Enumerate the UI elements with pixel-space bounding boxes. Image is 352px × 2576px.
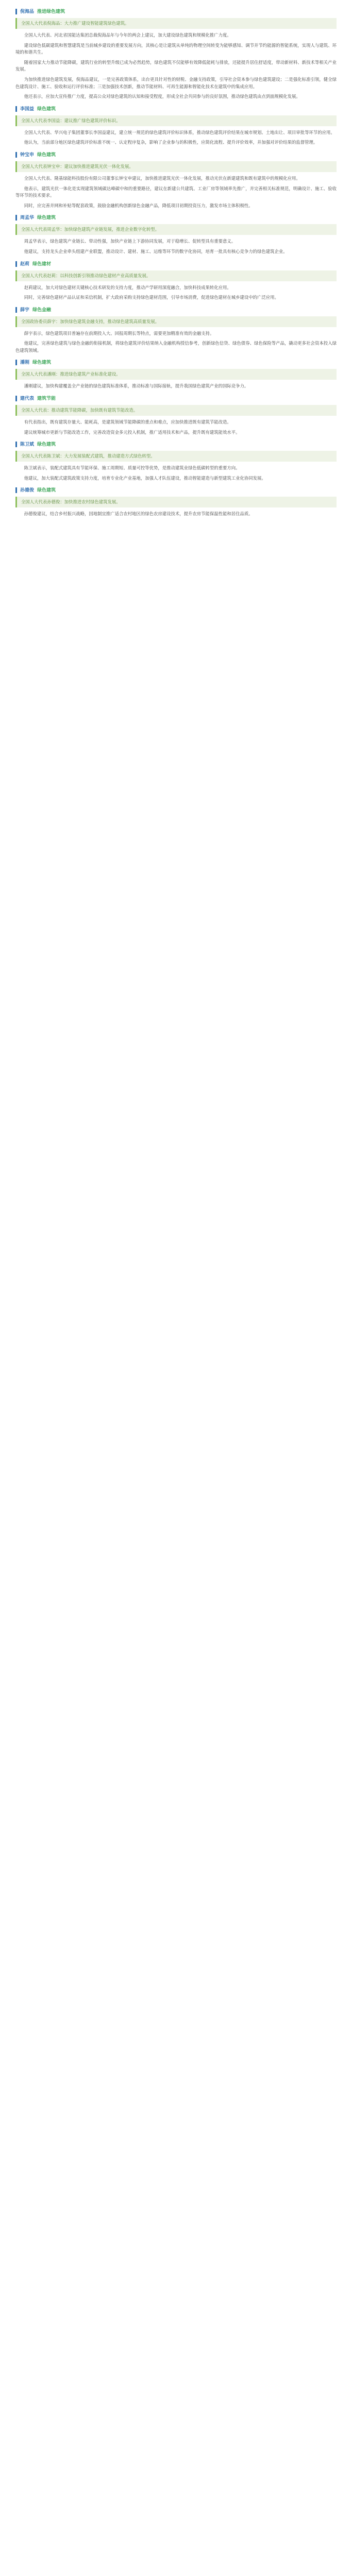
paragraph: 薛宇表示，绿色建筑项目普遍存在前期投入大、回报周期长等特点，需要更加精准有效的金融支持。 [24,330,214,336]
section-accent-bar [15,152,17,158]
paragraph: 同时，完善绿色建材产品认证和采信机制，扩大政府采购支持绿色建材范围，引导市场消费，促进绿色建材在城乡建设中的广泛应用。 [24,295,279,300]
section-accent-bar [15,307,17,313]
paragraph: 他建议，支持龙头企业牵头组建产业联盟，推动设计、建材、施工、运维等环节的数字化协同，培育一批具有核心竞争力的绿色建筑企业。 [24,248,288,254]
paragraph: 陈卫斌表示，装配式建筑具有节能环保、施工周期短、质量可控等优势，是推动建筑业绿色低碳转型的重要方向。 [24,465,240,471]
section-topic: 绿色建筑 [37,151,56,157]
paragraph: 建设绿色低碳建筑和智慧建筑是当前城乡建设的重要发展方向，其核心是让建筑从单纯的物理空间转变为能够感知、调节并节约能源的智能系统，实现人与建筑、环境的和谐共生。 [15,42,337,55]
section-10 [15,487,337,518]
section-1 [15,8,337,100]
section-quote: 全国人大代表李国益：建议推广绿色建筑评价标识。 [15,115,337,126]
paragraph: 他建议，完善绿色建筑与绿色金融的衔接机制，将绿色建筑评价结果纳入金融机构授信参考，创新绿色信贷、绿色债券、绿色保险等产品，撬动更多社会资本投入绿色建筑领域。 [15,341,337,353]
paragraph: 他认为，当前部分地区绿色建筑评价标准不统一、认定程序复杂，影响了企业参与的积极性，应简化流程、提升评价效率，并加强对评价结果的监督管理。 [24,140,318,145]
section-6 [15,307,337,354]
article-sections [15,8,337,518]
section-accent-bar [15,215,17,221]
paragraph: 他还表示，应加大宣传推广力度，提高公众对绿色建筑的认知和接受程度，形成全社会共同参与的良好氛围，推动绿色建筑由点到面规模化发展。 [24,94,300,99]
paragraph: 孙德俊建议，结合乡村振兴战略，因地制宜推广适合农村地区的绿色农房建设技术，提升农房节能保温性能和居住品质。 [24,511,253,517]
author-name: 孙德俊 [20,487,35,493]
paragraph: 周孟华表示，绿色建筑产业链长、带动性强，加快产业链上下游协同发展，对于稳增长、促转型具有重要意义。 [24,239,236,244]
author-name: 薛宇 [20,307,30,312]
section-accent-bar [15,396,17,401]
section-header [15,487,337,494]
paragraph: 同时，应完善并网和补贴等配套政策，鼓励金融机构创新绿色金融产品，降低项目初期投资压力，激发市场主体积极性。 [24,202,253,208]
author-name: 建代表 [20,396,35,401]
section-topic: 建筑节能 [37,396,56,401]
author-name: 钟宝申 [20,151,35,157]
section-quote: 全国政协委员薛宇：加快绿色建筑金融支持，推动绿色建筑高质量发展。 [15,316,337,327]
section-accent-bar [15,106,17,112]
section-9 [15,441,337,482]
section-header [15,214,337,221]
section-quote: 全国人大代表倪海品：大力推广建设智能建筑绿色建筑。 [15,18,337,29]
author-name: 潘刚 [20,360,30,365]
author-name: 周孟华 [20,215,35,221]
section-8 [15,395,337,436]
paragraph: 他表示，建筑光伏一体化是实现建筑领域碳达峰碳中和的重要路径，建议在新建公共建筑、工业厂房等领域率先推广，并完善相关标准规范，明确设计、施工、验收等环节的技术要求。 [15,185,337,198]
author-name: 李国益 [20,106,35,111]
section-quote: 全国人大代表赵莉：以科技创新引领推动绿色建材产业高质量发展。 [15,270,337,281]
section-quote: 全国人大代表潘刚：推进绿色建筑产业标准化建设。 [15,369,337,380]
section-topic: 绿色建筑 [32,360,52,365]
section-header [15,106,337,112]
section-header [15,8,337,15]
section-7 [15,359,337,390]
section-3 [15,151,337,209]
section-header [15,395,337,402]
paragraph: 潘刚建议，加快构建覆盖全产业链的绿色建筑标准体系，推动标准与国际接轨，提升我国绿色建筑产业的国际竞争力。 [24,383,249,389]
section-4 [15,214,337,255]
section-2 [15,106,337,146]
section-topic: 推进绿色建筑 [37,9,65,14]
author-name: 倪海品 [20,9,35,14]
section-quote: 全国人大代表周孟华：加快绿色建筑产业链发展，推进企业数字化转型。 [15,224,337,235]
paragraph: 有代表指出，既有建筑存量大、能耗高，是建筑领域节能降碳的重点和难点，应加快推进既有建筑节能改造。 [24,419,231,425]
section-topic: 绿色建筑 [37,106,56,111]
section-accent-bar [15,442,17,447]
author-name: 陈卫斌 [20,442,35,447]
paragraph: 全国人大代表、隆基绿能科技股份有限公司董事长钟宝申建议，加快推进建筑光伏一体化发展，推动光伏在新建建筑和既有建筑中的规模化应用。 [24,175,300,181]
paragraph: 赵莉建议，加大对绿色建材关键核心技术研发的支持力度，推动产学研用深度融合，加快科技成果转化应用。 [24,284,231,290]
paragraph: 为加快推进绿色建筑发展，倪海品建议，一是完善政策体系，出台更具针对性的财税、金融支持政策，引导社会资本参与绿色建筑建设；二是强化标准引领，健全绿色建筑设计、施工、验收和运行评价标准；三是加强技术创新，推动节能材料、可再生能源和智能化技术在建筑中的集成应用。 [15,76,337,89]
section-accent-bar [15,9,17,14]
section-header [15,261,337,267]
section-topic: 绿色建筑 [37,487,56,493]
section-accent-bar [15,360,17,365]
section-topic: 绿色建筑 [37,442,56,447]
section-accent-bar [15,487,17,493]
section-topic: 绿色建材 [32,261,52,266]
section-accent-bar [15,261,17,267]
section-topic: 绿色建筑 [37,215,56,221]
section-topic: 绿色金融 [32,307,52,312]
section-header [15,307,337,313]
section-quote: 全国人大代表陈卫斌：大力发展装配式建筑，推动建造方式绿色转型。 [15,451,337,462]
section-5 [15,261,337,301]
paragraph: 随着国家大力推动节能降碳，建筑行业的转型升级已成为必然趋势，绿色建筑不仅能够有效降低能耗与排放，还能提升居住舒适度，带动新材料、新技术等相关产业发展。 [15,59,337,72]
paragraph: 他建议，加大装配式建筑政策支持力度，培育专业化产业基地，加强人才队伍建设，推动智能建造与新型建筑工业化协同发展。 [24,475,266,481]
section-header [15,359,337,366]
section-quote: 全国人大代表钟宝申：建议加快推进建筑光伏一体化发展。 [15,161,337,172]
paragraph: 全国人大代表、华兴电子集团董事长李国益建议，建立统一规范的绿色建筑评价标识体系，推动绿色建筑评价结果在城市规划、土地出让、项目审批等环节的应用。 [24,129,335,135]
section-header [15,441,337,448]
paragraph: 全国人大代表、河北省国能达集团总裁倪海品年与今年的两会上建议，加大建设绿色建筑和规模化推广力度。 [24,32,231,38]
author-name: 赵莉 [20,261,30,266]
section-header [15,151,337,158]
paragraph: 建议统筹城市更新与节能改造工作，完善改造资金多元投入机制，推广适用技术和产品，提升既有建筑能效水平。 [24,429,240,435]
section-quote: 全国人大代表：推动建筑节能降碳，加快既有建筑节能改造。 [15,405,337,416]
section-quote: 全国人大代表孙德俊：加快推进农村绿色建筑发展。 [15,497,337,507]
